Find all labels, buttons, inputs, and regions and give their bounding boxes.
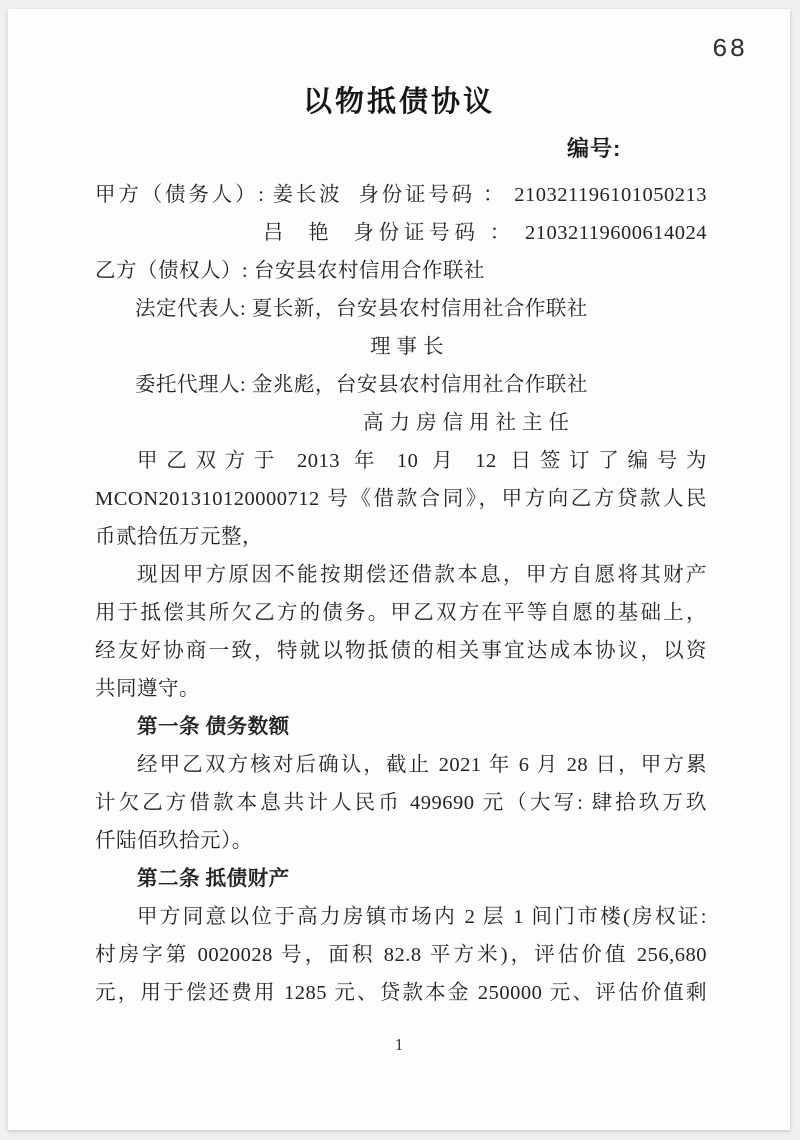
document-line: 仟陆佰玖拾元）。 [95, 830, 253, 852]
document-line: 甲方（债务人）: 姜长波 身份证号码 ： 210321196101050213 [95, 184, 707, 206]
document-line: 现因甲方原因不能按期偿还借款本息，甲方自愿将其财产 [137, 564, 707, 586]
document-body [95, 176, 707, 1012]
document-line: 法定代表人: 夏长新，台安县农村信用社合作联社 [135, 298, 588, 320]
document-line: 乙方（债权人）: 台安县农村信用合作联社 [95, 260, 485, 282]
document-line: 村房字第 0020028 号，面积 82.8 平方米)，评估价值 256,680 [95, 944, 707, 966]
document-line: 高力房信用社主任 [363, 412, 575, 434]
document-line: 经甲乙双方核对后确认，截止 2021 年 6 月 28 日，甲方累 [137, 754, 707, 776]
document-line: MCON201310120000712 号《借款合同》，甲方向乙方贷款人民 [95, 488, 707, 510]
document-number-label: 编号: [567, 136, 622, 161]
document-line: 币贰拾伍万元整， [95, 526, 263, 548]
document-line: 用于抵偿其所欠乙方的债务。甲乙双方在平等自愿的基础上， [95, 602, 707, 624]
document-line: 理事长 [370, 336, 450, 358]
footer-page-number: 1 [394, 1035, 404, 1054]
document-line: 元，用于偿还费用 1285 元、贷款本金 250000 元、评估价值剩 [95, 982, 707, 1004]
document-page [8, 9, 790, 1130]
page-stamp-number: 68 [712, 34, 748, 64]
document-line: 甲方同意以位于高力房镇市场内 2 层 1 间门市楼(房权证: [137, 906, 707, 928]
document-title: 以物抵债协议 [302, 86, 495, 118]
document-line: 甲乙双方于 2013 年 10 月 12 日签订了编号为 [137, 450, 707, 472]
document-line: 共同遵守。 [95, 678, 200, 700]
document-line: 计欠乙方借款本息共计人民币 499690 元（大写: 肆拾玖万玖 [95, 792, 707, 814]
document-line: 经友好协商一致，特就以物抵债的相关事宜达成本协议，以资 [95, 640, 707, 662]
document-line: 吕 艳 身份证号码 ： 21032119600614024 [263, 222, 707, 244]
document-line: 委托代理人: 金兆彪，台安县农村信用社合作联社 [135, 374, 588, 396]
document-line: 第一条 债务数额 [137, 716, 290, 738]
document-line: 第二条 抵债财产 [137, 868, 290, 890]
